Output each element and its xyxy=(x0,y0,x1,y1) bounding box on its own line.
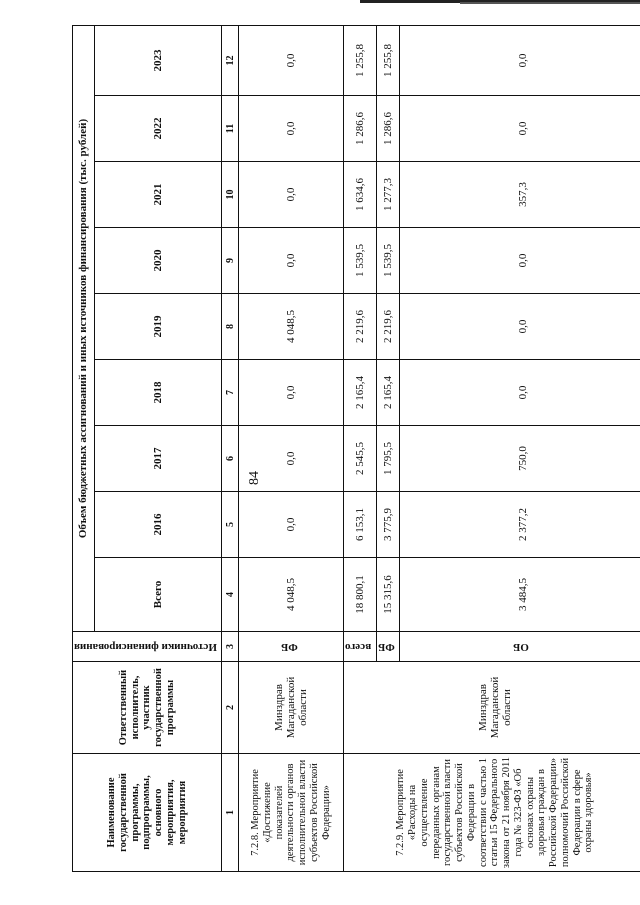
row-value: 0,0 xyxy=(239,26,344,96)
header-group-title: Объем бюджетных ассигнований и иных источников финансирования (тыс. рублей) xyxy=(73,26,95,632)
row-value: 0,0 xyxy=(399,228,640,294)
table-region xyxy=(72,26,640,872)
table-row xyxy=(344,26,377,872)
column-number: 10 xyxy=(222,162,239,228)
header-year: 2016 xyxy=(95,492,222,558)
row-value: 0,0 xyxy=(399,26,640,96)
header-year: 2020 xyxy=(95,228,222,294)
column-number: 8 xyxy=(222,294,239,360)
column-number: 5 xyxy=(222,492,239,558)
row-total: 4 048,5 xyxy=(239,558,344,632)
header-year: 2019 xyxy=(95,294,222,360)
header-year: 2017 xyxy=(95,426,222,492)
row-value: 2 377,2 xyxy=(399,492,640,558)
column-number: 1 xyxy=(222,754,239,872)
row-value: 357,3 xyxy=(399,162,640,228)
column-number: 4 xyxy=(222,558,239,632)
row-source: ФБ xyxy=(239,632,344,662)
row-value: 4 048,5 xyxy=(239,294,344,360)
row-value: 1 795,5 xyxy=(376,426,399,492)
row-total: 15 315,6 xyxy=(376,558,399,632)
row-value: 0,0 xyxy=(239,228,344,294)
row-value: 0,0 xyxy=(239,162,344,228)
column-number: 3 xyxy=(222,632,239,662)
row-value: 2 219,6 xyxy=(376,294,399,360)
scan-artifact-line xyxy=(460,2,640,4)
row-value: 0,0 xyxy=(239,96,344,162)
row-value: 0,0 xyxy=(399,294,640,360)
row-source: всего xyxy=(344,632,377,662)
row-value: 1 539,5 xyxy=(344,228,377,294)
column-number: 7 xyxy=(222,360,239,426)
row-source: ФБ xyxy=(376,632,399,662)
row-value: 6 153,1 xyxy=(344,492,377,558)
row-value: 1 255,8 xyxy=(344,26,377,96)
header-year: 2021 xyxy=(95,162,222,228)
row-value: 1 286,6 xyxy=(376,96,399,162)
column-number-row xyxy=(222,26,239,872)
header-total: Всего xyxy=(95,558,222,632)
row-value: 0,0 xyxy=(239,360,344,426)
row-value: 0,0 xyxy=(399,360,640,426)
row-value: 2 165,4 xyxy=(344,360,377,426)
row-value: 1 286,6 xyxy=(344,96,377,162)
table-row xyxy=(239,26,344,872)
row-value: 2 219,6 xyxy=(344,294,377,360)
row-total: 3 484,5 xyxy=(399,558,640,632)
header-year: 2023 xyxy=(95,26,222,96)
row-value: 0,0 xyxy=(399,96,640,162)
row-value: 1 255,8 xyxy=(376,26,399,96)
column-number: 9 xyxy=(222,228,239,294)
column-number: 6 xyxy=(222,426,239,492)
row-value: 0,0 xyxy=(239,492,344,558)
header-year: 2018 xyxy=(95,360,222,426)
column-number: 11 xyxy=(222,96,239,162)
header-name: Наименование государственной программы, подпрограммы, основного мероприятия, мероприятия xyxy=(73,754,222,872)
row-value: 2 545,5 xyxy=(344,426,377,492)
row-value: 1 539,5 xyxy=(376,228,399,294)
header-year: 2022 xyxy=(95,96,222,162)
row-total: 18 800,1 xyxy=(344,558,377,632)
header-source: Источники финансирования xyxy=(73,632,222,662)
row-value: 750,0 xyxy=(399,426,640,492)
row-executor: Минздрав Магаданской области xyxy=(344,662,640,754)
row-value: 3 775,9 xyxy=(376,492,399,558)
row-value: 1 277,3 xyxy=(376,162,399,228)
row-source: ОБ xyxy=(399,632,640,662)
column-number: 12 xyxy=(222,26,239,96)
financing-table xyxy=(72,25,640,872)
page-number: 84 xyxy=(247,471,262,485)
row-name: 7.2.8. Мероприятие «Достижение показателей деятельности органов исполнительной власти субъектов Российской Федерации» xyxy=(239,754,344,872)
row-value: 1 634,6 xyxy=(344,162,377,228)
row-executor: Минздрав Магаданской области xyxy=(239,662,344,754)
column-number: 2 xyxy=(222,662,239,754)
rotated-table-wrapper xyxy=(72,26,640,872)
row-name: 7.2.9. Мероприятие «Расходы на осуществление переданных органам государственной власти субъектов Российской Федерации в соответствии с частью 1 статьи 15 Федерального закона от 21 ноября 2011 года № 323-ФЗ «Об основах охраны здоровья граждан в Российской Федерации» полномочий Российской Федерации в сфере охраны здоровья» xyxy=(344,754,640,872)
row-value: 0,0 xyxy=(239,426,344,492)
row-value: 2 165,4 xyxy=(376,360,399,426)
header-executor: Ответственный исполнитель, участник государственной программы xyxy=(73,662,222,754)
